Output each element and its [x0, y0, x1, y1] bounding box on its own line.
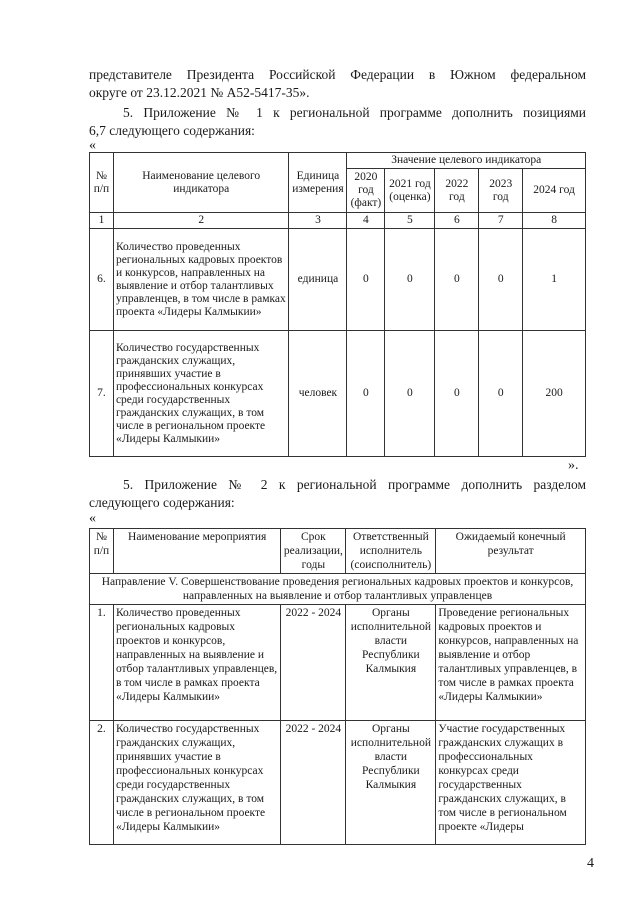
responsible: Органы исполнительной власти Республики Калмыкия: [346, 605, 436, 721]
table-row: [90, 331, 586, 457]
row-num: 7.: [90, 331, 114, 457]
value-2023: 0: [479, 331, 523, 457]
header-num: № п/п: [90, 529, 114, 574]
page-number: 4: [587, 856, 594, 871]
open-quote-1: «: [89, 138, 96, 153]
term: 2022 - 2024: [281, 605, 346, 721]
close-quote: ».: [568, 458, 579, 473]
value-2022: 0: [435, 229, 479, 331]
value-2023: 0: [479, 229, 523, 331]
row-num: 2.: [90, 721, 114, 845]
paragraph-5a-line-2: 6,7 следующего содержания:: [89, 123, 255, 138]
colnum: 6: [435, 213, 479, 229]
row-num: 1.: [90, 605, 114, 721]
expected-result: Проведение региональных кадровых проектов и конкурсов, направленных на выявление и отбор талантливых управленцев, в том числе в рамках проекта «Лидеры Калмыкии»: [436, 605, 586, 721]
responsible: Органы исполнительной власти Республики Калмыкия: [346, 721, 436, 845]
header-term: Срок реализации, годы: [281, 529, 346, 574]
intro-line-2: округе от 23.12.2021 № А52-5417-35».: [89, 85, 310, 100]
row-num: 6.: [90, 229, 114, 331]
value-2021: 0: [385, 331, 435, 457]
colnum: 2: [113, 213, 289, 229]
paragraph-5a-line-1: 5. Приложение № 1 к региональной программе дополнить позициями: [123, 105, 586, 120]
header-2021: 2021 год (оценка): [385, 169, 435, 213]
paragraph-5b-line-1: 5. Приложение № 2 к региональной программе дополнить разделом: [123, 477, 586, 492]
header-responsible: Ответственный исполнитель (соисполнитель): [346, 529, 436, 574]
colnum: 1: [90, 213, 114, 229]
header-result: Ожидаемый конечный результат: [436, 529, 586, 574]
colnum: 4: [347, 213, 385, 229]
colnum: 8: [523, 213, 586, 229]
activity-name: Количество государственных гражданских служащих, принявших участие в профессиональных конкурсах среди государственных гражданских служащих, в том числе в региональном проекте «Лидеры Калмыкии»: [113, 721, 280, 845]
indicator-name: Количество проведенных региональных кадровых проектов и конкурсов, направленных на выявление и отбор талантливых управленцев, в том числе в рамках проекта «Лидеры Калмыкии»: [113, 229, 289, 331]
header-2020: 2020 год (факт): [347, 169, 385, 213]
header-indicator-value: Значение целевого индикатора: [347, 153, 586, 169]
header-name: Наименование целевого индикатора: [113, 153, 289, 213]
table-row: [90, 229, 586, 331]
value-2024: 1: [523, 229, 586, 331]
column-number-row: [90, 213, 586, 229]
indicator-name: Количество государственных гражданских служащих, принявших участие в профессиональных конкурсах среди государственных гражданских служащих, в том числе в региональном проекте «Лидеры Калмыкии»: [113, 331, 289, 457]
expected-result: Участие государственных гражданских служащих в профессиональных конкурсах среди государственных гражданских служащих, в том числе в региональном проекте «Лидеры: [436, 721, 586, 845]
value-2022: 0: [435, 331, 479, 457]
colnum: 7: [479, 213, 523, 229]
table-row: [90, 721, 586, 845]
intro-line-1: представителе Президента Российской Федерации в Южном федеральном: [89, 67, 586, 82]
value-2024: 200: [523, 331, 586, 457]
value-2020: 0: [347, 229, 385, 331]
header-2022: 2022 год: [435, 169, 479, 213]
activities-table: [89, 528, 586, 845]
value-2021: 0: [385, 229, 435, 331]
header-activity: Наименование мероприятия: [113, 529, 280, 574]
header-unit: Единица измерения: [289, 153, 347, 213]
section-heading: Направление V. Совершенствование проведения региональных кадровых проектов и конкурсов, направленных на выявление и отбор талантливых управленцев: [90, 574, 586, 605]
indicator-table: [89, 152, 586, 457]
header-2024: 2024 год: [523, 169, 586, 213]
open-quote-2: «: [89, 511, 96, 526]
activity-name: Количество проведенных региональных кадровых проектов и конкурсов, направленных на выявление и отбор талантливых управленцев, в том числе в рамках проекта «Лидеры Калмыкии»: [113, 605, 280, 721]
colnum: 3: [289, 213, 347, 229]
value-2020: 0: [347, 331, 385, 457]
header-2023: 2023 год: [479, 169, 523, 213]
table-row: [90, 605, 586, 721]
term: 2022 - 2024: [281, 721, 346, 845]
colnum: 5: [385, 213, 435, 229]
unit: человек: [289, 331, 347, 457]
header-num: № п/п: [90, 153, 114, 213]
unit: единица: [289, 229, 347, 331]
paragraph-5b-line-2: следующего содержания:: [89, 495, 235, 510]
